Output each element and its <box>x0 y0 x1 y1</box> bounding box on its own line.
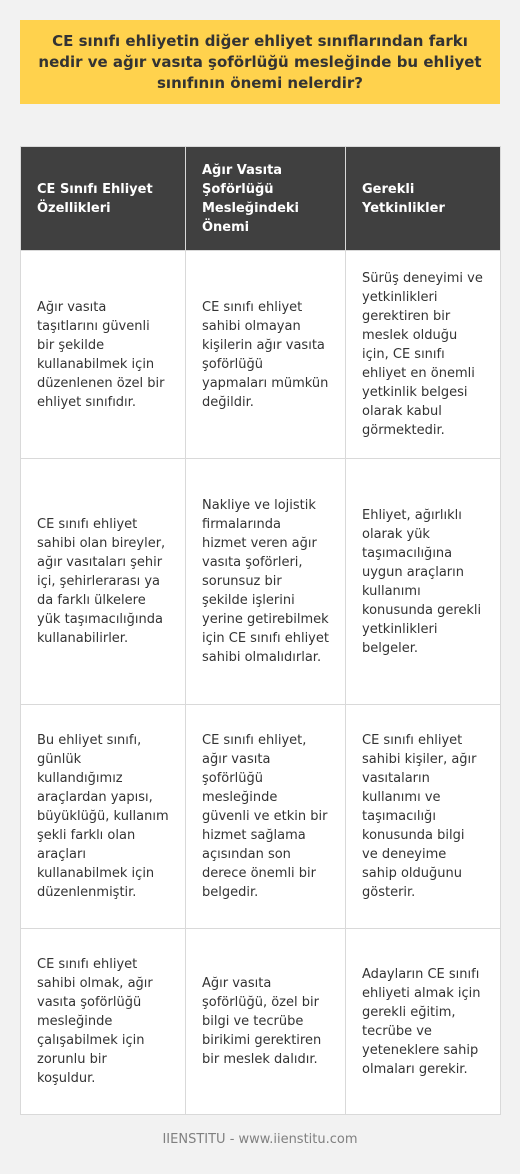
table-cell: CE sınıfı ehliyet sahibi olan bireyler, ağır vasıtaları şehir içi, şehirlerarası ya da farklı ülkelere yük taşımacılığında kullanabilirler. <box>21 459 186 705</box>
table-cell: CE sınıfı ehliyet sahibi olmak, ağır vasıta şoförlüğü mesleğinde çalışabilmek için zorunlu bir koşuldur. <box>21 929 186 1115</box>
table-row <box>21 929 501 1115</box>
table-cell: Ehliyet, ağırlıklı olarak yük taşımacılığına uygun araçların kullanımı konusunda gerekli yetkinlikleri belgeler. <box>346 459 501 705</box>
column-header: CE Sınıfı Ehliyet Özellikleri <box>21 147 186 251</box>
table-cell: Sürüş deneyimi ve yetkinlikleri gerektiren bir meslek olduğu için, CE sınıfı ehliyet en önemli yetkinlik belgesi olarak kabul görmektedir. <box>346 251 501 459</box>
column-header: Gerekli Yetkinlikler <box>346 147 501 251</box>
table-row <box>21 251 501 459</box>
table-cell: CE sınıfı ehliyet sahibi kişiler, ağır vasıtaların kullanımı ve taşımacılığı konusunda bilgi ve deneyime sahip olduğunu gösterir. <box>346 705 501 929</box>
page-title: CE sınıfı ehliyetin diğer ehliyet sınıflarından farkı nedir ve ağır vasıta şoförlüğü mesleğinde bu ehliyet sınıfının önemi nelerdir? <box>38 31 482 92</box>
table-row <box>21 705 501 929</box>
table-cell: CE sınıfı ehliyet, ağır vasıta şoförlüğü mesleğinde güvenli ve etkin bir hizmet sağlama açısından son derece önemli bir belgedir. <box>186 705 346 929</box>
table-cell: Bu ehliyet sınıfı, günlük kullandığımız araçlardan yapısı, büyüklüğü, kullanım şekli farklı olan araçları kullanabilmek için düzenlenmiştir. <box>21 705 186 929</box>
table-cell: Adayların CE sınıfı ehliyeti almak için gerekli eğitim, tecrübe ve yeteneklere sahip olmaları gerekir. <box>346 929 501 1115</box>
table-cell: Ağır vasıta şoförlüğü, özel bir bilgi ve tecrübe birikimi gerektiren bir meslek dalıdır. <box>186 929 346 1115</box>
comparison-table <box>20 146 501 1115</box>
title-banner <box>20 20 500 104</box>
footer-credit: IIENSTITU - www.iienstitu.com <box>162 1132 358 1147</box>
column-header: Ağır Vasıta Şoförlüğü Mesleğindeki Önemi <box>186 147 346 251</box>
table-row <box>21 459 501 705</box>
table-cell: CE sınıfı ehliyet sahibi olmayan kişilerin ağır vasıta şoförlüğü yapmaları mümkün değildir. <box>186 251 346 459</box>
table-cell: Nakliye ve lojistik firmalarında hizmet veren ağır vasıta şoförleri, sorunsuz bir şekilde işlerini yerine getirebilmek için CE sınıfı ehliyet sahibi olmalıdırlar. <box>186 459 346 705</box>
table-header-row <box>21 147 501 251</box>
table-cell: Ağır vasıta taşıtlarını güvenli bir şekilde kullanabilmek için düzenlenen özel bir ehliyet sınıfıdır. <box>21 251 186 459</box>
